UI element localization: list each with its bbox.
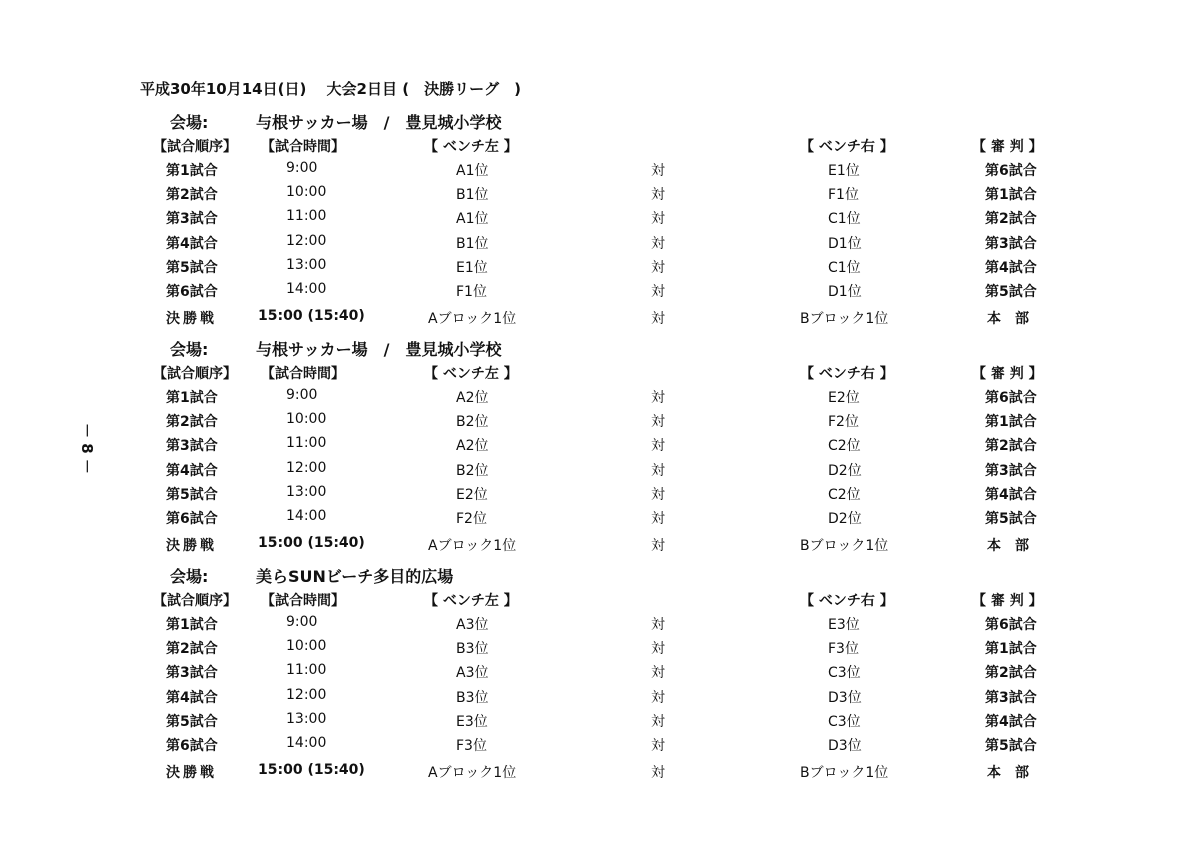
referee-assignment: 第1試合: [985, 414, 1037, 431]
bench-right-team: F1位: [828, 187, 859, 204]
match-order: 第3試合: [166, 211, 218, 228]
document-title: 平成30年10月14日(日) 大会2日目 ( 決勝リーグ ): [140, 80, 521, 98]
match-order: 第3試合: [166, 438, 218, 455]
header-time: 【試合時間】: [261, 139, 345, 155]
match-order: 第6試合: [166, 738, 218, 754]
versus-label: 対: [651, 617, 665, 633]
page-number: － 8 －: [77, 423, 96, 474]
match-row: [0, 638, 1200, 662]
bench-right-team: C2位: [828, 486, 861, 503]
referee-assignment: 第3試合: [985, 689, 1037, 706]
versus-label: 対: [651, 511, 665, 527]
versus-label: 対: [651, 259, 665, 276]
bench-left-team: F1位: [456, 284, 487, 300]
match-time: 13:00: [286, 256, 327, 273]
versus-label: 対: [651, 765, 665, 782]
match-time: 14:00: [286, 735, 327, 751]
bench-right-team: C1位: [828, 211, 861, 228]
match-row: [0, 387, 1200, 411]
bench-right-team: C1位: [828, 259, 861, 276]
venue-label: 会場:: [170, 567, 209, 586]
header-referee: 【 審 判 】: [972, 366, 1043, 382]
match-time: 12:00: [286, 459, 327, 476]
match-order: 第2試合: [166, 641, 218, 658]
bench-left-team: E1位: [456, 259, 488, 276]
bench-left-team: B3位: [456, 689, 489, 706]
match-time: 15:00 (15:40): [258, 762, 365, 779]
referee-assignment: 第5試合: [985, 738, 1037, 754]
referee-assignment: 第1試合: [985, 187, 1037, 204]
match-time: 9:00: [286, 160, 318, 176]
versus-label: 対: [651, 311, 665, 328]
header-time: 【試合時間】: [261, 366, 345, 382]
header-order: 【試合順序】: [153, 593, 237, 609]
match-row: [0, 460, 1200, 484]
match-time: 12:00: [286, 232, 327, 249]
referee-assignment: 第6試合: [985, 390, 1037, 406]
referee-assignment: 第4試合: [985, 713, 1037, 730]
venue-label: 会場:: [170, 340, 209, 359]
referee-assignment: 第3試合: [985, 462, 1037, 479]
bench-right-team: D2位: [828, 511, 862, 527]
match-order: 第4試合: [166, 462, 218, 479]
referee-assignment: 第2試合: [985, 211, 1037, 228]
bench-left-team: B1位: [456, 235, 489, 252]
versus-label: 対: [651, 163, 665, 179]
header-order: 【試合順序】: [153, 366, 237, 382]
referee-assignment: 第5試合: [985, 284, 1037, 300]
referee-assignment: 第3試合: [985, 235, 1037, 252]
referee-assignment: 第4試合: [985, 259, 1037, 276]
match-row: [0, 184, 1200, 208]
versus-label: 対: [651, 235, 665, 252]
match-time: 10:00: [286, 411, 327, 428]
match-time: 14:00: [286, 281, 327, 297]
match-time: 11:00: [286, 662, 327, 679]
bench-left-team: Aブロック1位: [428, 538, 517, 555]
versus-label: 対: [651, 538, 665, 555]
match-row: [0, 257, 1200, 281]
bench-left-team: E3位: [456, 713, 488, 730]
bench-right-team: D3位: [828, 689, 862, 706]
bench-right-team: Bブロック1位: [800, 538, 889, 555]
header-referee: 【 審 判 】: [972, 139, 1043, 155]
versus-label: 対: [651, 211, 665, 228]
referee-assignment: 第5試合: [985, 511, 1037, 527]
header-order: 【試合順序】: [153, 139, 237, 155]
bench-right-team: D1位: [828, 235, 862, 252]
header-time: 【試合時間】: [261, 593, 345, 609]
match-row: [0, 233, 1200, 257]
match-row: [0, 411, 1200, 435]
venue-section: [0, 110, 1200, 340]
bench-left-team: B2位: [456, 462, 489, 479]
match-order: 第1試合: [166, 390, 218, 406]
match-order: 第2試合: [166, 187, 218, 204]
bench-left-team: A1位: [456, 163, 489, 179]
match-order: 第1試合: [166, 163, 218, 179]
bench-left-team: A2位: [456, 438, 489, 455]
header-bench-left: 【 ベンチ左 】: [424, 139, 518, 155]
venue-label: 会場:: [170, 113, 209, 132]
referee-assignment: 第2試合: [985, 665, 1037, 682]
bench-right-team: D2位: [828, 462, 862, 479]
match-order: 第5試合: [166, 259, 218, 276]
match-time: 13:00: [286, 710, 327, 727]
match-time: 13:00: [286, 483, 327, 500]
header-bench-right: 【 ベンチ右 】: [800, 139, 894, 155]
versus-label: 対: [651, 689, 665, 706]
bench-left-team: F3位: [456, 738, 487, 754]
bench-right-team: D3位: [828, 738, 862, 754]
bench-left-team: B2位: [456, 414, 489, 431]
match-order: 第5試合: [166, 713, 218, 730]
match-order: 第2試合: [166, 414, 218, 431]
match-order: 決勝戦: [166, 538, 217, 555]
versus-label: 対: [651, 284, 665, 300]
bench-left-team: A1位: [456, 211, 489, 228]
bench-right-team: Bブロック1位: [800, 311, 889, 328]
referee-assignment: 本部: [987, 311, 1043, 328]
match-time: 15:00 (15:40): [258, 535, 365, 552]
referee-assignment: 第6試合: [985, 617, 1037, 633]
bench-right-team: E1位: [828, 163, 860, 179]
referee-assignment: 本部: [987, 538, 1043, 555]
match-order: 第3試合: [166, 665, 218, 682]
bench-left-team: A2位: [456, 390, 489, 406]
match-time: 10:00: [286, 184, 327, 201]
match-time: 9:00: [286, 387, 318, 403]
match-time: 12:00: [286, 686, 327, 703]
match-order: 第4試合: [166, 235, 218, 252]
match-order: 第4試合: [166, 689, 218, 706]
header-bench-right: 【 ベンチ右 】: [800, 593, 894, 609]
final-match-row: [0, 762, 1200, 786]
match-row: [0, 662, 1200, 686]
match-row: [0, 735, 1200, 759]
match-row: [0, 711, 1200, 735]
bench-right-team: D1位: [828, 284, 862, 300]
match-time: 14:00: [286, 508, 327, 524]
match-time: 11:00: [286, 435, 327, 452]
bench-right-team: C3位: [828, 713, 861, 730]
venue-section: [0, 337, 1200, 567]
bench-right-team: C3位: [828, 665, 861, 682]
referee-assignment: 第4試合: [985, 486, 1037, 503]
versus-label: 対: [651, 665, 665, 682]
bench-right-team: C2位: [828, 438, 861, 455]
versus-label: 対: [651, 187, 665, 204]
match-row: [0, 614, 1200, 638]
match-time: 11:00: [286, 208, 327, 225]
venue-name: 美らSUNビーチ多目的広場: [256, 567, 454, 586]
match-row: [0, 484, 1200, 508]
match-row: [0, 435, 1200, 459]
final-match-row: [0, 308, 1200, 332]
final-match-row: [0, 535, 1200, 559]
referee-assignment: 本部: [987, 765, 1043, 782]
header-bench-right: 【 ベンチ右 】: [800, 366, 894, 382]
venue-section: [0, 564, 1200, 794]
bench-left-team: E2位: [456, 486, 488, 503]
bench-right-team: F3位: [828, 641, 859, 658]
match-time: 15:00 (15:40): [258, 308, 365, 325]
versus-label: 対: [651, 462, 665, 479]
bench-right-team: E2位: [828, 390, 860, 406]
match-row: [0, 281, 1200, 305]
bench-left-team: B3位: [456, 641, 489, 658]
match-order: 決勝戦: [166, 765, 217, 782]
bench-right-team: F2位: [828, 414, 859, 431]
bench-left-team: B1位: [456, 187, 489, 204]
versus-label: 対: [651, 713, 665, 730]
match-order: 第6試合: [166, 511, 218, 527]
venue-name: 与根サッカー場 / 豊見城小学校: [256, 113, 502, 132]
match-row: [0, 687, 1200, 711]
match-time: 10:00: [286, 638, 327, 655]
versus-label: 対: [651, 438, 665, 455]
header-bench-left: 【 ベンチ左 】: [424, 593, 518, 609]
versus-label: 対: [651, 390, 665, 406]
match-row: [0, 160, 1200, 184]
bench-left-team: A3位: [456, 617, 489, 633]
header-bench-left: 【 ベンチ左 】: [424, 366, 518, 382]
versus-label: 対: [651, 486, 665, 503]
match-order: 第5試合: [166, 486, 218, 503]
match-row: [0, 508, 1200, 532]
match-time: 9:00: [286, 614, 318, 630]
bench-left-team: Aブロック1位: [428, 765, 517, 782]
header-referee: 【 審 判 】: [972, 593, 1043, 609]
versus-label: 対: [651, 414, 665, 431]
referee-assignment: 第2試合: [985, 438, 1037, 455]
bench-right-team: E3位: [828, 617, 860, 633]
venue-name: 与根サッカー場 / 豊見城小学校: [256, 340, 502, 359]
bench-right-team: Bブロック1位: [800, 765, 889, 782]
match-order: 第1試合: [166, 617, 218, 633]
versus-label: 対: [651, 641, 665, 658]
bench-left-team: Aブロック1位: [428, 311, 517, 328]
versus-label: 対: [651, 738, 665, 754]
match-order: 第6試合: [166, 284, 218, 300]
referee-assignment: 第1試合: [985, 641, 1037, 658]
bench-left-team: A3位: [456, 665, 489, 682]
bench-left-team: F2位: [456, 511, 487, 527]
referee-assignment: 第6試合: [985, 163, 1037, 179]
match-order: 決勝戦: [166, 311, 217, 328]
match-row: [0, 208, 1200, 232]
